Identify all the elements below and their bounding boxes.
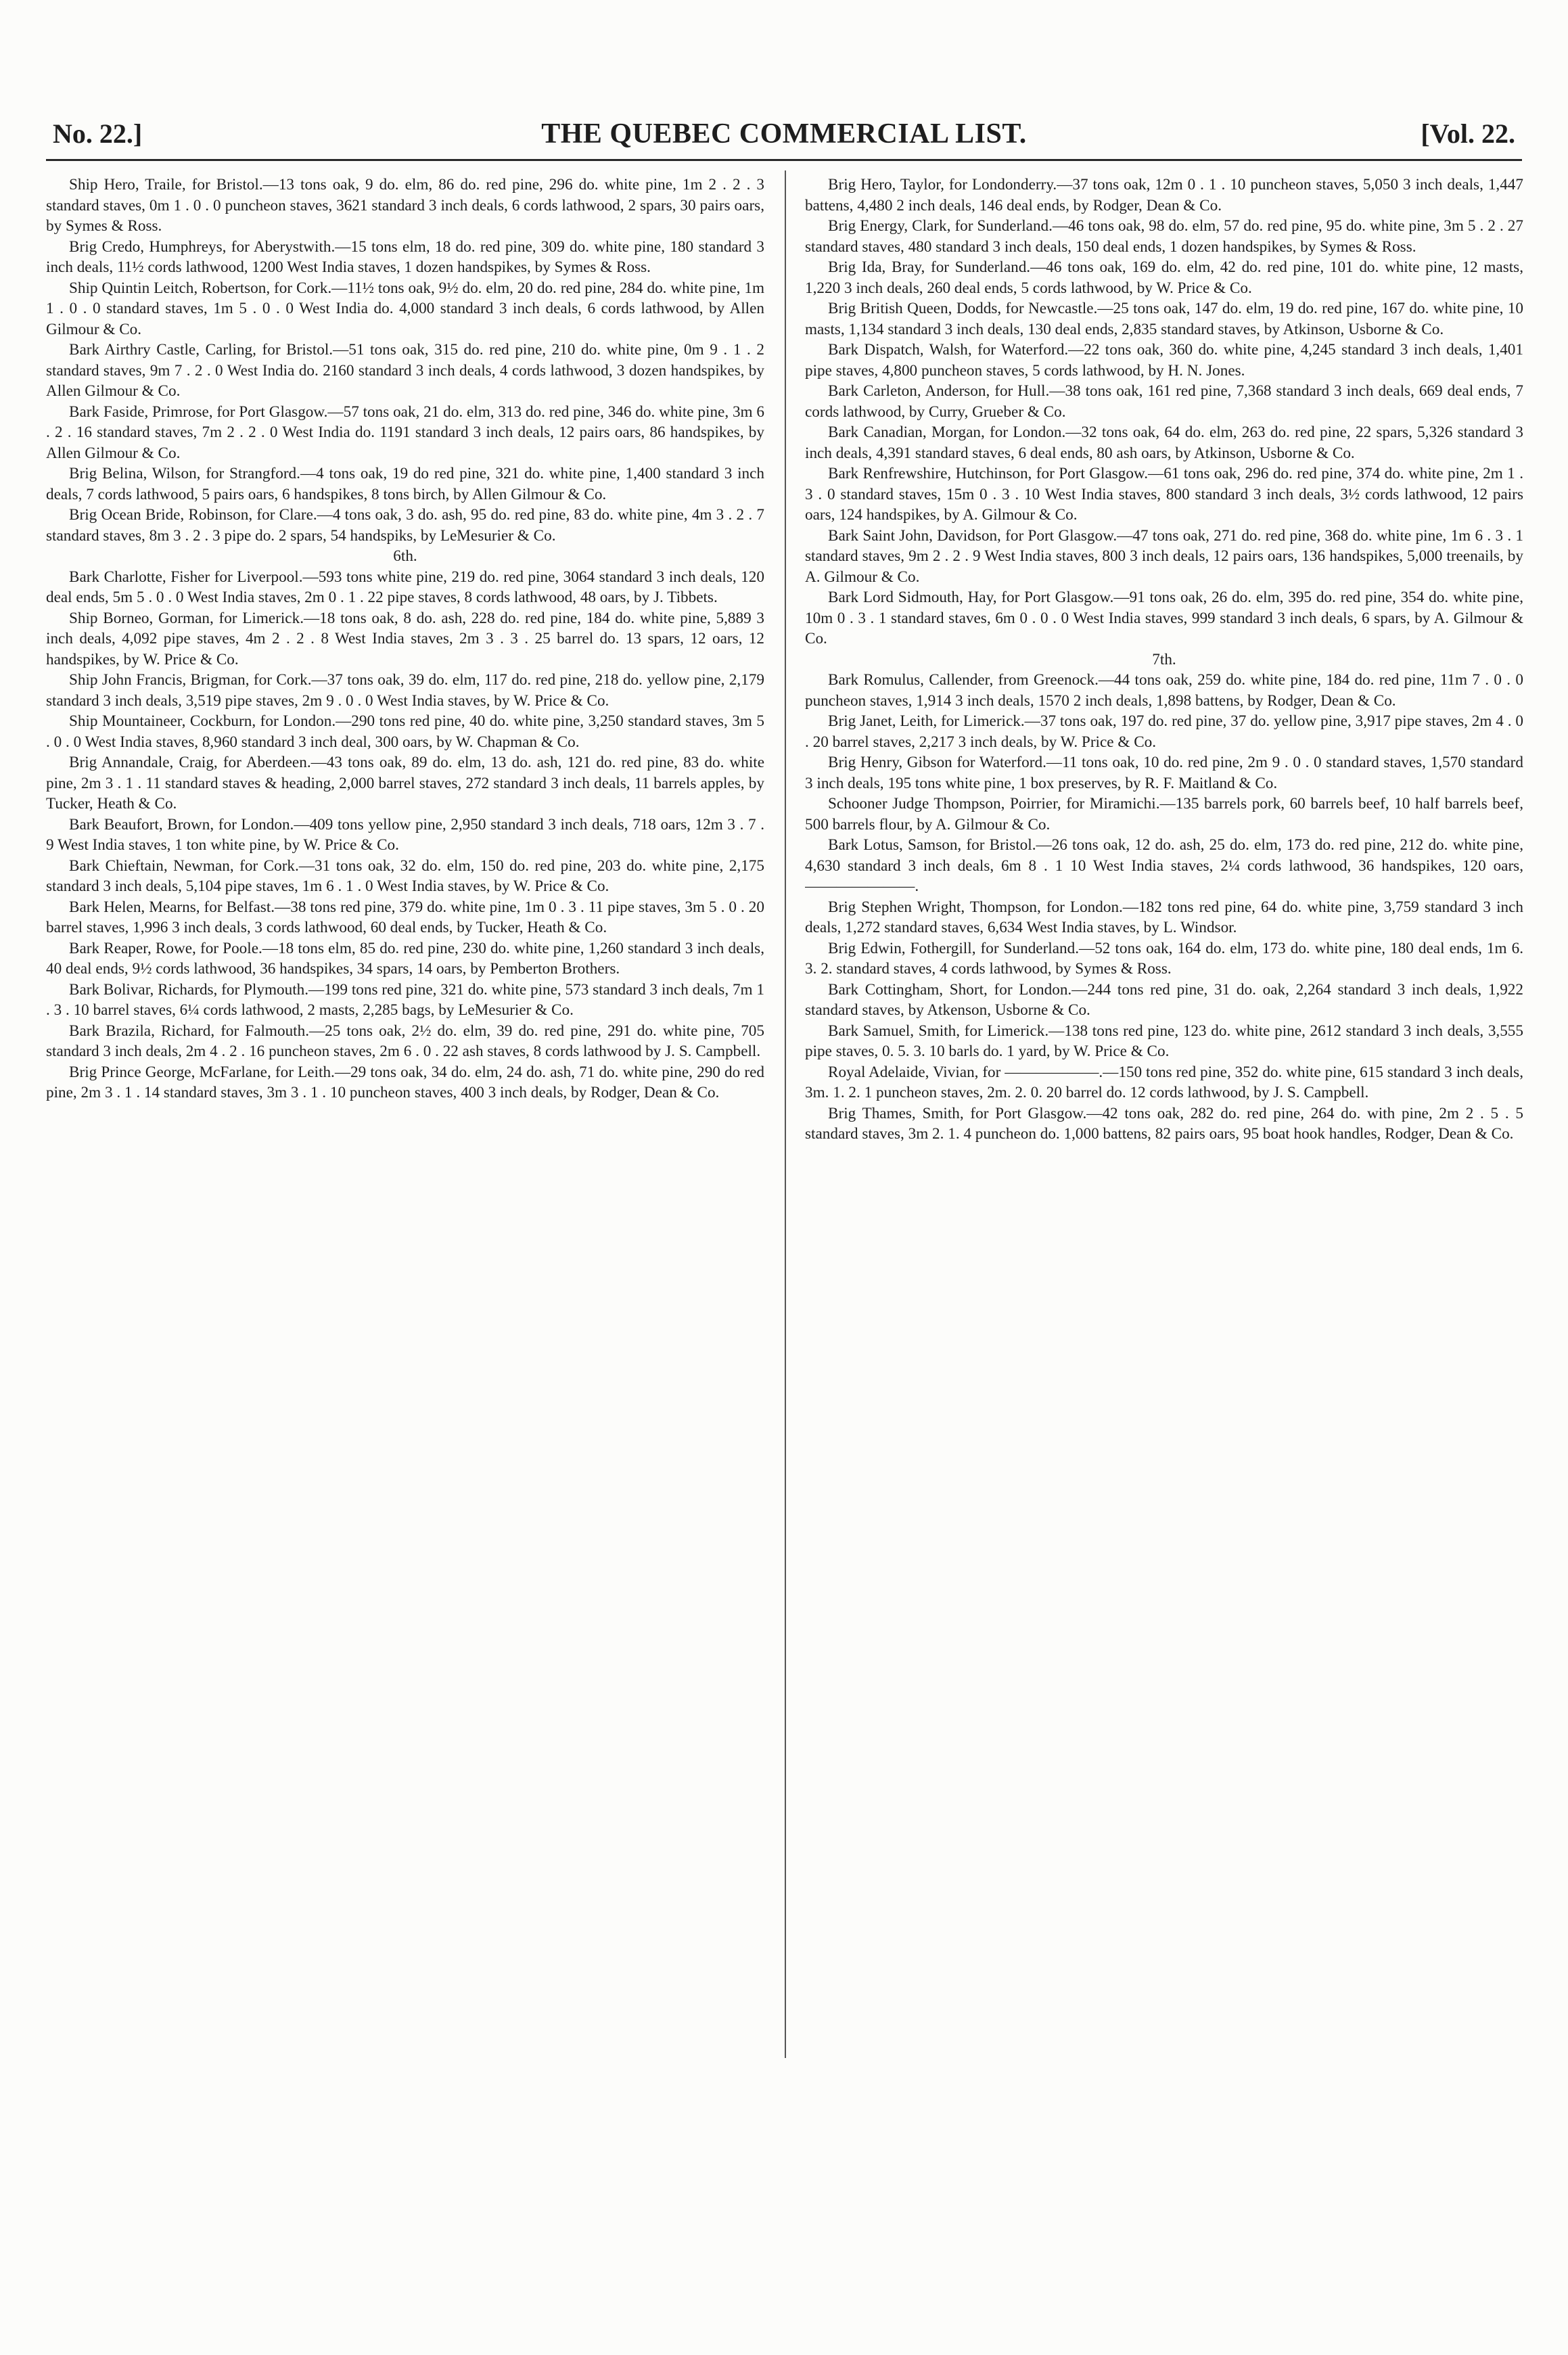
shipping-entry: Bark Reaper, Rowe, for Poole.—18 tons elm, 85 do. red pine, 230 do. white pine, 1,260 standard 3 inch deals, 40 deal ends, 9½ cords lathwood, 36 handspikes, 34 spars, 14 oars, by Pemberton Brothers.	[46, 939, 764, 978]
shipping-entry: Brig Thames, Smith, for Port Glasgow.—42 tons oak, 282 do. red pine, 264 do. with pine, 2m 2 . 5 . 5 standard staves, 3m 2. 1. 4 puncheon do. 1,000 battens, 82 pairs oars, 95 boat hook handles, Rodger, Dean & Co.	[805, 1104, 1523, 1143]
issue-number: No. 22.]	[53, 118, 143, 149]
volume-number: [Vol. 22.	[1421, 118, 1515, 149]
shipping-entry: Bark Lotus, Samson, for Bristol.—26 tons oak, 12 do. ash, 25 do. elm, 173 do. red pine, 212 do. white pine, 4,630 standard 3 inch deals, 6m 8 . 1 10 West India staves, 2¼ cords lathwood, 36 handspikes, 120 oars, ———————.	[805, 836, 1523, 895]
shipping-entry: Bark Chieftain, Newman, for Cork.—31 tons oak, 32 do. elm, 150 do. red pine, 203 do. white pine, 2,175 standard 3 inch deals, 5,104 pipe staves, 1m 6 . 1 . 0 West India staves, by W. Price & Co.	[46, 856, 764, 895]
shipping-entry: Bark Beaufort, Brown, for London.—409 tons yellow pine, 2,950 standard 3 inch deals, 718 oars, 12m 3 . 7 . 9 West India staves, 1 ton white pine, by W. Price & Co.	[46, 815, 764, 854]
shipping-entry: Brig Annandale, Craig, for Aberdeen.—43 tons oak, 89 do. elm, 13 do. ash, 121 do. red pine, 83 do. white pine, 2m 3 . 1 . 11 standard staves & heading, 2,000 barrel staves, 272 standard 3 inch deals, 11 barrels apples, by Tucker, Heath & Co.	[46, 754, 764, 813]
page-header	[46, 115, 1522, 157]
shipping-entry: Bark Dispatch, Walsh, for Waterford.—22 tons oak, 360 do. white pine, 4,245 standard 3 inch deals, 1,401 pipe staves, 4,800 puncheon staves, 5 cords lathwood, by H. N. Jones.	[805, 341, 1523, 380]
shipping-entry: Ship Hero, Traile, for Bristol.—13 tons oak, 9 do. elm, 86 do. red pine, 296 do. white pine, 1m 2 . 2 . 3 standard staves, 0m 1 . 0 . 0 puncheon staves, 3621 standard 3 inch deals, 6 cords lathwood, 2 spars, 30 pairs oars, by Symes & Ross.	[46, 176, 764, 235]
shipping-entry: Brig Henry, Gibson for Waterford.—11 tons oak, 10 do. red pine, 2m 9 . 0 . 0 standard staves, 1,570 standard 3 inch deals, 195 tons white pine, 1 box preserves, by R. F. Maitland & Co.	[805, 754, 1523, 792]
shipping-entry: Bark Saint John, Davidson, for Port Glasgow.—47 tons oak, 271 do. red pine, 368 do. white pine, 1m 6 . 3 . 1 standard staves, 9m 2 . 2 . 9 West India staves, 800 3 inch deals, 12 pairs oars, 136 handspikes, 5,000 treenails, by A. Gilmour & Co.	[805, 526, 1523, 586]
shipping-entry: Bark Bolivar, Richards, for Plymouth.—199 tons red pine, 321 do. white pine, 573 standard 3 inch deals, 7m 1 . 3 . 10 barrel staves, 6¼ cords lathwood, 2 masts, 2,285 bags, by LeMesurier & Co.	[46, 980, 764, 1019]
shipping-entry: Brig Janet, Leith, for Limerick.—37 tons oak, 197 do. red pine, 37 do. yellow pine, 3,917 pipe staves, 2m 4 . 0 . 20 barrel staves, 2,217 3 inch deals, by W. Price & Co.	[805, 712, 1523, 751]
shipping-entry: Ship Borneo, Gorman, for Limerick.—18 tons oak, 8 do. ash, 228 do. red pine, 184 do. white pine, 5,889 3 inch deals, 4,092 pipe staves, 4m 2 . 2 . 8 West India staves, 2m 3 . 3 . 25 barrel do. 13 spars, 12 oars, 12 handspikes, by W. Price & Co.	[46, 609, 764, 668]
shipping-entry: Brig Prince George, McFarlane, for Leith.—29 tons oak, 34 do. elm, 24 do. ash, 71 do. white pine, 290 do red pine, 2m 3 . 1 . 14 standard staves, 3m 3 . 1 . 10 puncheon staves, 400 3 inch deals, by Rodger, Dean & Co.	[46, 1063, 764, 1101]
shipping-entry: Royal Adelaide, Vivian, for ——————.—150 tons red pine, 352 do. white pine, 615 standard 3 inch deals, 3m. 1. 2. 1 puncheon staves, 2m. 2. 0. 20 barrel do. 12 cords lathwood, by J. S. Campbell.	[805, 1063, 1523, 1101]
shipping-entry: Bark Cottingham, Short, for London.—244 tons red pine, 31 do. oak, 2,264 standard 3 inch deals, 1,922 standard staves, by Atkenson, Usborne & Co.	[805, 980, 1523, 1019]
header-rule	[46, 159, 1522, 161]
shipping-entry: Bark Romulus, Callender, from Greenock.—44 tons oak, 259 do. white pine, 184 do. red pine, 11m 7 . 0 . 0 puncheon staves, 1,914 3 inch deals, 1570 2 inch deals, 1,898 battens, by Rodger, Dean & Co.	[805, 671, 1523, 710]
shipping-entry: Brig Edwin, Fothergill, for Sunderland.—52 tons oak, 164 do. elm, 173 do. white pine, 180 deal ends, 1m 6. 3. 2. standard staves, 4 cords lathwood, by Symes & Ross.	[805, 939, 1523, 978]
shipping-entry: Brig Energy, Clark, for Sunderland.—46 tons oak, 98 do. elm, 57 do. red pine, 95 do. white pine, 3m 5 . 2 . 27 standard staves, 480 standard 3 inch deals, 150 deal ends, 1 dozen handspikes, by Symes & Ross.	[805, 217, 1523, 256]
shipping-entry: Bark Helen, Mearns, for Belfast.—38 tons red pine, 379 do. white pine, 1m 0 . 3 . 11 pipe staves, 3m 5 . 0 . 20 barrel staves, 1,996 3 inch deals, 3 cords lathwood, 60 deal ends, by Tucker, Heath & Co.	[46, 898, 764, 936]
shipping-entry: Brig Ocean Bride, Robinson, for Clare.—4 tons oak, 3 do. ash, 95 do. red pine, 83 do. white pine, 4m 3 . 2 . 7 standard staves, 8m 3 . 2 . 3 pipe do. 2 spars, 54 handspiks, by LeMesurier & Co.	[46, 506, 764, 545]
date-heading: 6th.	[393, 547, 417, 565]
shipping-entry: Bark Brazila, Richard, for Falmouth.—25 tons oak, 2½ do. elm, 39 do. red pine, 291 do. white pine, 705 standard 3 inch deals, 2m 4 . 2 . 16 puncheon staves, 2m 6 . 0 . 22 ash staves, 8 cords lathwood by J. S. Campbell.	[46, 1022, 764, 1060]
shipping-entry: Brig Hero, Taylor, for Londonderry.—37 tons oak, 12m 0 . 1 . 10 puncheon staves, 5,050 3 inch deals, 1,447 battens, 4,480 2 inch deals, 146 deal ends, by Rodger, Dean & Co.	[805, 176, 1523, 214]
shipping-entry: Ship Quintin Leitch, Robertson, for Cork.—11½ tons oak, 9½ do. elm, 20 do. red pine, 284 do. white pine, 1m 1 . 0 . 0 standard staves, 1m 5 . 0 . 0 West India do. 4,000 standard 3 inch deals, 6 cords lathwood, by Allen Gilmour & Co.	[46, 279, 764, 338]
shipping-entry: Bark Carleton, Anderson, for Hull.—38 tons oak, 161 red pine, 7,368 standard 3 inch deals, 669 deal ends, 7 cords lathwood, by Curry, Grueber & Co.	[805, 382, 1523, 421]
shipping-entry: Bark Faside, Primrose, for Port Glasgow.—57 tons oak, 21 do. elm, 313 do. red pine, 346 do. white pine, 3m 6 . 2 . 16 standard staves, 7m 2 . 2 . 0 West India do. 1191 standard 3 inch deals, 12 pairs oars, 86 handspikes, by Allen Gilmour & Co.	[46, 403, 764, 462]
shipping-entry: Ship John Francis, Brigman, for Cork.—37 tons oak, 39 do. elm, 117 do. red pine, 218 do. yellow pine, 2,179 standard 3 inch deals, 3,519 pipe staves, 2m 9 . 0 . 0 West India staves, by W. Price & Co.	[46, 671, 764, 710]
date-heading: 7th.	[1152, 650, 1176, 668]
right-column	[805, 175, 1523, 2049]
shipping-entry: Bark Charlotte, Fisher for Liverpool.—593 tons white pine, 219 do. red pine, 3064 standard 3 inch deals, 120 deal ends, 5m 5 . 0 . 0 West India staves, 2m 0 . 1 . 22 pipe staves, 8 cords lathwood, 48 oars, by J. Tibbets.	[46, 568, 764, 606]
column-divider	[785, 170, 786, 2058]
shipping-entry: Brig Credo, Humphreys, for Aberystwith.—15 tons elm, 18 do. red pine, 309 do. white pine, 180 standard 3 inch deals, 11½ cords lathwood, 1200 West India staves, 1 dozen handspikes, by Symes & Ross.	[46, 237, 764, 276]
shipping-entry: Brig Belina, Wilson, for Strangford.—4 tons oak, 19 do red pine, 321 do. white pine, 1,400 standard 3 inch deals, 7 cords lathwood, 5 pairs oars, 6 handspikes, 8 tons birch, by Allen Gilmour & Co.	[46, 465, 764, 503]
left-column	[46, 175, 764, 2049]
shipping-entry: Bark Samuel, Smith, for Limerick.—138 tons red pine, 123 do. white pine, 2612 standard 3 inch deals, 3,555 pipe staves, 0. 5. 3. 10 barls do. 1 yard, by W. Price & Co.	[805, 1022, 1523, 1060]
shipping-entry: Schooner Judge Thompson, Poirrier, for Miramichi.—135 barrels pork, 60 barrels beef, 10 half barrels beef, 500 barrels flour, by A. Gilmour & Co.	[805, 795, 1523, 833]
shipping-entry: Bark Lord Sidmouth, Hay, for Port Glasgow.—91 tons oak, 26 do. elm, 395 do. red pine, 354 do. white pine, 10m 0 . 3 . 1 standard staves, 6m 0 . 0 . 0 West India staves, 999 standard 3 inch deals, 6 spars, by A. Gilmour & Co.	[805, 589, 1523, 647]
publication-title: THE QUEBEC COMMERCIAL LIST.	[541, 118, 1027, 150]
shipping-entry: Bark Renfrewshire, Hutchinson, for Port Glasgow.—61 tons oak, 296 do. red pine, 374 do. white pine, 2m 1 . 3 . 0 standard staves, 15m 0 . 3 . 10 West India staves, 800 standard 3 inch deals, 3½ cords lathwood, 12 pairs oars, 124 handspikes, by A. Gilmour & Co.	[805, 465, 1523, 524]
shipping-entry: Brig Stephen Wright, Thompson, for London.—182 tons red pine, 64 do. white pine, 3,759 standard 3 inch deals, 1,272 standard staves, 6,634 West India staves, by L. Windsor.	[805, 898, 1523, 936]
shipping-entry: Ship Mountaineer, Cockburn, for London.—290 tons red pine, 40 do. white pine, 3,250 standard staves, 3m 5 . 0 . 0 West India staves, 8,960 standard 3 inch deal, 300 oars, by W. Chapman & Co.	[46, 712, 764, 751]
shipping-entry: Bark Canadian, Morgan, for London.—32 tons oak, 64 do. elm, 263 do. red pine, 22 spars, 5,326 standard 3 inch deals, 4,391 standard staves, 6 deal ends, 80 ash oars, by Atkinson, Usborne & Co.	[805, 424, 1523, 462]
shipping-entry: Bark Airthry Castle, Carling, for Bristol.—51 tons oak, 315 do. red pine, 210 do. white pine, 0m 9 . 1 . 2 standard staves, 9m 7 . 2 . 0 West India do. 2160 standard 3 inch deals, 4 cords lathwood, 3 dozen handspikes, by Allen Gilmour & Co.	[46, 341, 764, 400]
shipping-entry: Brig British Queen, Dodds, for Newcastle.—25 tons oak, 147 do. elm, 19 do. red pine, 167 do. white pine, 10 masts, 1,134 standard 3 inch deals, 130 deal ends, 2,835 standard staves, by Atkinson, Usborne & Co.	[805, 300, 1523, 338]
shipping-entry: Brig Ida, Bray, for Sunderland.—46 tons oak, 169 do. elm, 42 do. red pine, 101 do. white pine, 12 masts, 1,220 3 inch deals, 260 deal ends, 5 cords lathwood, by W. Price & Co.	[805, 258, 1523, 297]
